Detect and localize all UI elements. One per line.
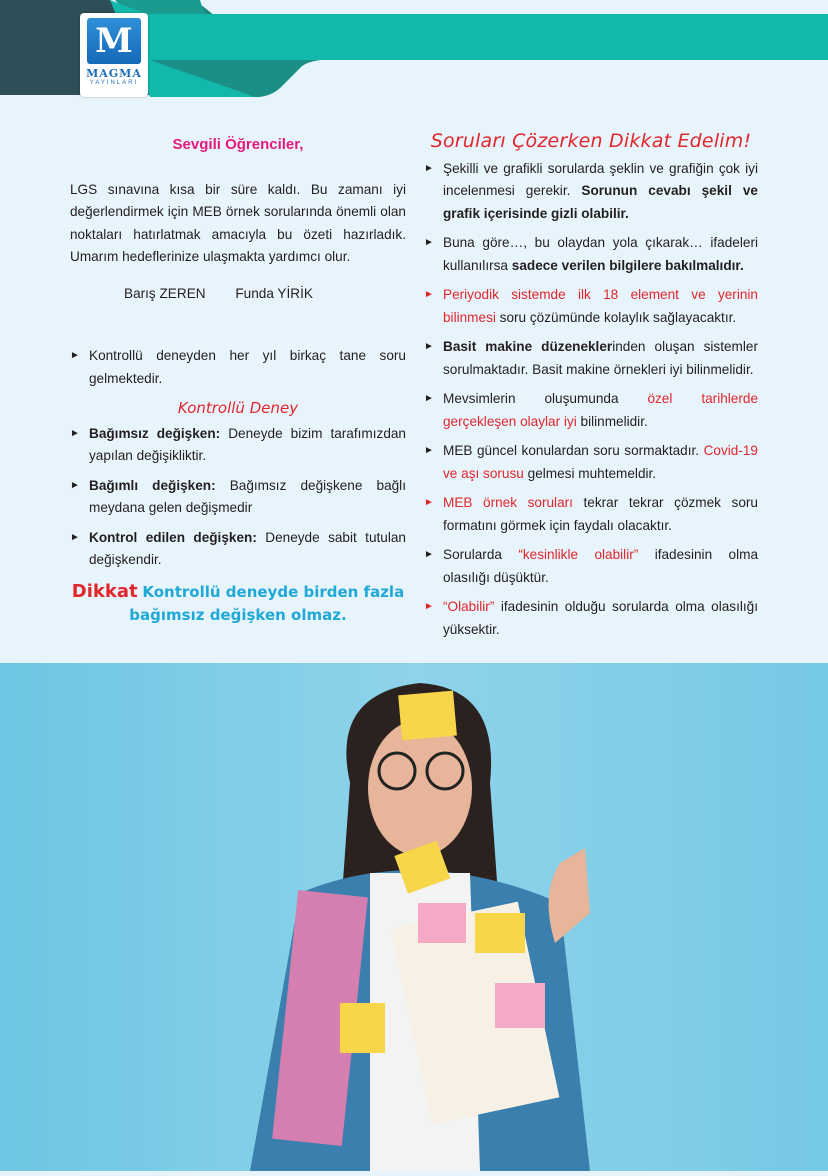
item-text-segment: soru çözümünde kolaylık sağlayacaktır. (495, 309, 737, 325)
tips-heading: Soruları Çözerken Dikkat Edelim! (430, 130, 752, 152)
bullet-arrow-icon: ► (424, 162, 434, 174)
list-item (424, 284, 758, 329)
bullet-arrow-icon: ► (424, 393, 434, 404)
bullet-arrow-icon: ► (424, 497, 434, 508)
item-text-segment: Basit makine düzenekler (443, 339, 613, 354)
item-text-segment: Periyodik sistemde ilk 18 element ve yerinin bilinmesi (443, 287, 758, 325)
item-text-segment: gelmesi muhtemeldir. (523, 465, 657, 481)
author-1: Barış ZEREN (124, 285, 206, 301)
bullet-arrow-icon: ► (70, 531, 80, 543)
item-text-segment: MEB güncel konulardan soru sormaktadır. (443, 443, 704, 458)
list-item (424, 388, 758, 433)
item-text-segment: Deneyde bizim tarafımızdan yapılan değişikliktir. (89, 425, 406, 463)
item-text-segment: Mevsimlerin oluşumunda (443, 391, 648, 406)
list-item (424, 158, 758, 226)
list-item (70, 423, 406, 468)
list-item (424, 440, 758, 485)
bullet-arrow-icon: ► (424, 549, 434, 560)
item-text-segment: ifadesinin olma olasılığı düşüktür. (443, 547, 759, 585)
list-item (70, 527, 406, 572)
item-text-segment: inden oluşan sistemler sorulmaktadır. Basit makine örnekleri iyi bilinmelidir. (443, 339, 758, 377)
author-2: Funda YİRİK (235, 285, 313, 301)
item-text-segment: tekrar tekrar çözmek soru formatını görmek için faydalı olacaktır. (443, 495, 758, 533)
logo-name: MAGMA (86, 67, 142, 80)
intro-paragraph: LGS sınavına kısa bir süre kaldı. Bu zamanı iyi değerlendirmek için MEB örnek sorularında önemli olan noktaları hatırlatmak amacıyla bu özeti hazırladık. Umarım hedeflerinize ulaşmakta yardımcı olur. (70, 181, 406, 264)
student-photo (0, 663, 828, 1171)
list-item (424, 596, 758, 641)
item-text-segment: Bağımsız değişken: (89, 425, 221, 441)
item-text-segment: “kesinlikle olabilir” (518, 547, 639, 562)
item-text-segment: Bağımsız değişkene bağlı meydana gelen değişmedir (89, 477, 406, 515)
list-item (424, 544, 758, 589)
logo-subtitle: YAYINLARI (89, 80, 139, 86)
kontrollu-deney-heading: Kontrollü Deney (177, 399, 299, 417)
warning-text: Kontrollü deneyde birden fazla bağımsız değişken olmaz. (129, 582, 405, 624)
item-text-segment: MEB örnek soruları (443, 495, 573, 510)
list-item (424, 232, 758, 277)
item-text-segment: Bağımlı değişken: (89, 477, 216, 493)
list-item (70, 475, 406, 520)
magma-logo (80, 13, 148, 97)
bullet-arrow-icon: ► (424, 289, 434, 300)
bullet-arrow-icon: ► (70, 350, 80, 361)
bullet-arrow-icon: ► (424, 341, 434, 352)
item-text-segment: sadece verilen bilgilere bakılmalıdır. (511, 257, 744, 273)
warning-note (70, 580, 406, 627)
item-text-segment: özel tarihlerde gerçekleşen olaylar iyi (443, 391, 759, 429)
item-text-segment: ifadesinin olduğu sorularda olma olasılığı yüksektir. (443, 599, 758, 637)
item-text-segment: bilinmelidir. (576, 413, 648, 429)
variables-list (70, 423, 406, 572)
item-text-segment: Kontrol edilen değişken: (89, 529, 257, 545)
item-text-segment: Covid-19 ve aşı sorusu (443, 443, 758, 481)
item-text-segment: Deneyde sabit tutulan değişkendir. (89, 529, 406, 567)
bullet-arrow-icon: ► (70, 427, 80, 439)
item-text-segment: Sorularda (443, 547, 519, 562)
bullet-arrow-icon: ► (424, 601, 434, 612)
item-text-segment: Buna göre…, bu olaydan yola çıkarak… ifadeleri kullanılırsa (443, 235, 758, 273)
tips-list (424, 158, 758, 642)
book-logo-icon: M (87, 18, 141, 64)
item-text-segment: Sorunun cevabı şekil ve grafik içerisinde gizli olabilir. (443, 183, 758, 221)
list-item (70, 345, 406, 390)
authors (70, 283, 406, 306)
bullet-arrow-icon: ► (424, 237, 434, 248)
item-text-segment: Kontrollü deneyden her yıl birkaç tane soru gelmektedir. (89, 348, 406, 386)
header-banner (0, 0, 828, 110)
student-illustration (0, 663, 828, 1171)
bullet-arrow-icon: ► (424, 445, 434, 456)
list-item (424, 336, 758, 381)
bullet-arrow-icon: ► (70, 479, 80, 491)
right-column (424, 130, 758, 648)
left-column (70, 134, 406, 627)
item-text-segment: Şekilli ve grafikli sorularda şeklin ve grafiğin çok iyi incelenmesi gerekir. (443, 160, 758, 198)
list-item (424, 492, 758, 537)
warning-label: Dikkat (71, 580, 138, 602)
greeting-heading: Sevgili Öğrenciler, (172, 136, 304, 153)
item-text-segment: “Olabilir” (443, 599, 495, 614)
